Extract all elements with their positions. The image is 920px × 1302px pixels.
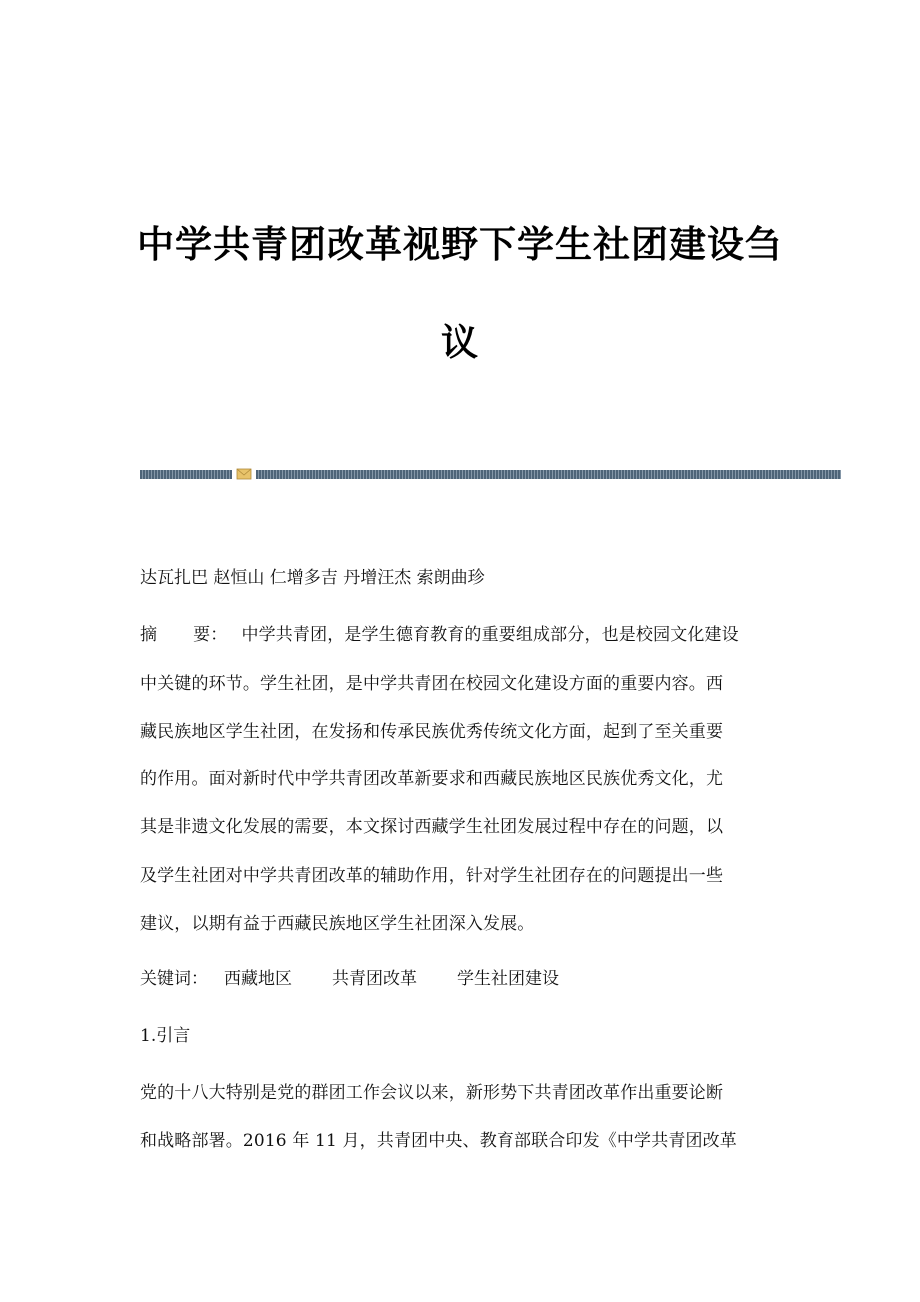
abstract-text: 中学共青团，是学生德育教育的重要组成部分，也是校园文化建设 bbox=[241, 625, 739, 645]
keywords-line bbox=[140, 967, 559, 991]
title-divider-right bbox=[256, 470, 841, 479]
title-line-2: 议 bbox=[441, 321, 479, 364]
title-line-1: 中学共青团改革视野下学生社团建设刍 bbox=[137, 223, 783, 266]
body-line-2: 和战略部署。2016 年 11 月，共青团中央、教育部联合印发《中学共青团改革 bbox=[140, 1131, 737, 1151]
abstract-line-7: 建议，以期有益于西藏民族地区学生社团深入发展。 bbox=[140, 914, 535, 934]
abstract-label-second: 要： bbox=[193, 625, 228, 645]
abstract-line-1 bbox=[140, 623, 739, 647]
abstract-line-6: 及学生社团对中学共青团改革的辅助作用，针对学生社团存在的问题提出一些 bbox=[140, 866, 724, 886]
body-line-1: 党的十八大特别是党的群团工作会议以来，新形势下共青团改革作出重要论断 bbox=[140, 1083, 724, 1103]
abstract-line-4: 的作用。面对新时代中学共青团改革新要求和西藏民族地区民族优秀文化，尤 bbox=[140, 769, 724, 789]
envelope-icon bbox=[236, 467, 252, 481]
section-heading: 1.引言 bbox=[140, 1026, 191, 1046]
abstract-line-2: 中关键的环节。学生社团，是中学共青团在校园文化建设方面的重要内容。西 bbox=[140, 674, 724, 694]
keyword-item: 西藏地区 bbox=[224, 969, 292, 989]
title-divider-left bbox=[140, 470, 232, 479]
keywords-label: 关键词： bbox=[140, 969, 208, 989]
keyword-item: 共青团改革 bbox=[332, 969, 417, 989]
abstract-line-3: 藏民族地区学生社团，在发扬和传承民族优秀传统文化方面，起到了至关重要 bbox=[140, 722, 724, 742]
keyword-item: 学生社团建设 bbox=[457, 969, 559, 989]
abstract-label-first: 摘 bbox=[140, 625, 158, 645]
abstract-line-5: 其是非遗文化发展的需要，本文探讨西藏学生社团发展过程中存在的问题，以 bbox=[140, 817, 724, 837]
authors: 达瓦扎巴 赵恒山 仁增多吉 丹增汪杰 索朗曲珍 bbox=[140, 568, 485, 588]
